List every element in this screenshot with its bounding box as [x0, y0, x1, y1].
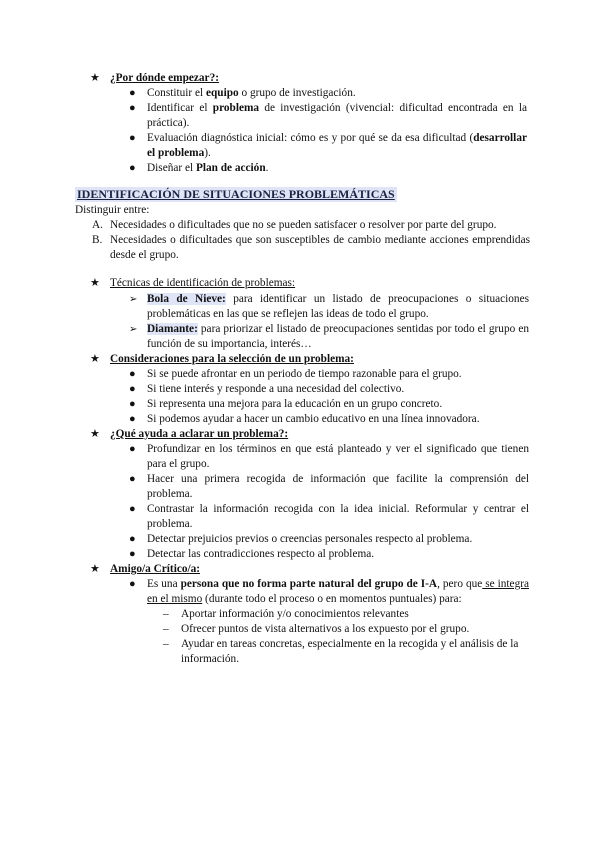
star-bullet-icon: ★: [90, 563, 100, 575]
list-item: Si tiene interés y responde a una necesidad del colectivo.: [147, 383, 405, 395]
heading-por-donde-empezar: ¿Por dónde empezar?:: [110, 72, 219, 84]
dash-bullet-icon: –: [163, 608, 169, 620]
star-bullet-icon: ★: [90, 72, 100, 84]
list-item: Es una persona que no forma parte natural del grupo de I-A, pero que se integra en el mismo (durante todo el proceso o en momentos puntuales) para:: [147, 578, 529, 605]
heading-tecnicas: Técnicas de identificación de problemas:: [110, 277, 296, 289]
bullet-dot-icon: ●: [129, 443, 136, 455]
bullet-dot-icon: ●: [129, 132, 136, 144]
bullet-dot-icon: ●: [129, 383, 136, 395]
heading-amigo-critico: Amigo/a Crítico/a:: [110, 563, 201, 575]
arrow-bullet-icon: ➢: [129, 294, 138, 305]
list-item: Evaluación diagnóstica inicial: cómo es y por qué se da esa dificultad (desarrollar el problema).: [147, 132, 527, 159]
list-item: Bola de Nieve: para identificar un listado de preocupaciones o situaciones problemáticas en las que se reflejen las ideas de todo el grupo.: [147, 293, 529, 320]
bullet-dot-icon: ●: [129, 533, 136, 545]
dash-bullet-icon: –: [163, 638, 169, 650]
list-letter: B.: [92, 234, 103, 246]
distinguir-label: Distinguir entre:: [75, 204, 150, 216]
star-bullet-icon: ★: [90, 353, 100, 365]
list-item: Profundizar en los términos en que está planteado y ver el significado que tienen para el grupo.: [147, 443, 529, 470]
sub-list-item: Ayudar en tareas concretas, especialmente en la recogida y el análisis de la información.: [181, 638, 519, 665]
list-item: Constituir el equipo o grupo de investigación.: [147, 87, 356, 99]
bullet-dot-icon: ●: [129, 578, 136, 590]
list-item: Contrastar la información recogida con la idea inicial. Reformular y centrar el problema.: [147, 503, 529, 530]
star-bullet-icon: ★: [90, 277, 100, 289]
bullet-dot-icon: ●: [129, 87, 136, 99]
bullet-dot-icon: ●: [129, 398, 136, 410]
bullet-dot-icon: ●: [129, 368, 136, 380]
arrow-bullet-icon: ➢: [129, 324, 138, 335]
sub-list-item: Aportar información y/o conocimientos relevantes: [181, 608, 409, 620]
list-item: Identificar el problema de investigación (vivencial: dificultad encontrada en la práctica).: [147, 102, 527, 129]
list-letter: A.: [92, 219, 103, 231]
bullet-dot-icon: ●: [129, 102, 136, 114]
list-item: Si podemos ayudar a hacer un cambio educativo en una línea innovadora.: [147, 413, 480, 425]
list-item: Si se puede afrontar en un periodo de tiempo razonable para el grupo.: [147, 368, 462, 380]
bullet-dot-icon: ●: [129, 162, 136, 174]
bullet-dot-icon: ●: [129, 503, 136, 515]
list-item: Necesidades o dificultades que son susceptibles de cambio mediante acciones emprendidas desde el grupo.: [110, 234, 530, 261]
bullet-dot-icon: ●: [129, 413, 136, 425]
list-item: Diamante: para priorizar el listado de preocupaciones sentidas por todo el grupo en función de su importancia, interés…: [147, 323, 529, 350]
section-title: IDENTIFICACIÓN DE SITUACIONES PROBLEMÁTICAS: [77, 187, 395, 201]
bullet-dot-icon: ●: [129, 473, 136, 485]
bullet-dot-icon: ●: [129, 548, 136, 560]
heading-consideraciones: Consideraciones para la selección de un problema:: [110, 353, 354, 365]
list-item: Diseñar el Plan de acción.: [147, 162, 269, 174]
list-item: Hacer una primera recogida de información que facilite la comprensión del problema.: [147, 473, 529, 500]
list-item: Detectar las contradicciones respecto al problema.: [147, 548, 375, 560]
heading-que-ayuda: ¿Qué ayuda a aclarar un problema?:: [110, 428, 289, 440]
dash-bullet-icon: –: [163, 623, 169, 635]
sub-list-item: Ofrecer puntos de vista alternativos a los expuesto por el grupo.: [181, 623, 470, 635]
list-item: Necesidades o dificultades que no se pueden satisfacer o resolver por parte del grupo.: [110, 219, 497, 231]
list-item: Detectar prejuicios previos o creencias personales respecto al problema.: [147, 533, 473, 545]
list-item: Si representa una mejora para la educación en un grupo concreto.: [147, 398, 443, 410]
star-bullet-icon: ★: [90, 428, 100, 440]
